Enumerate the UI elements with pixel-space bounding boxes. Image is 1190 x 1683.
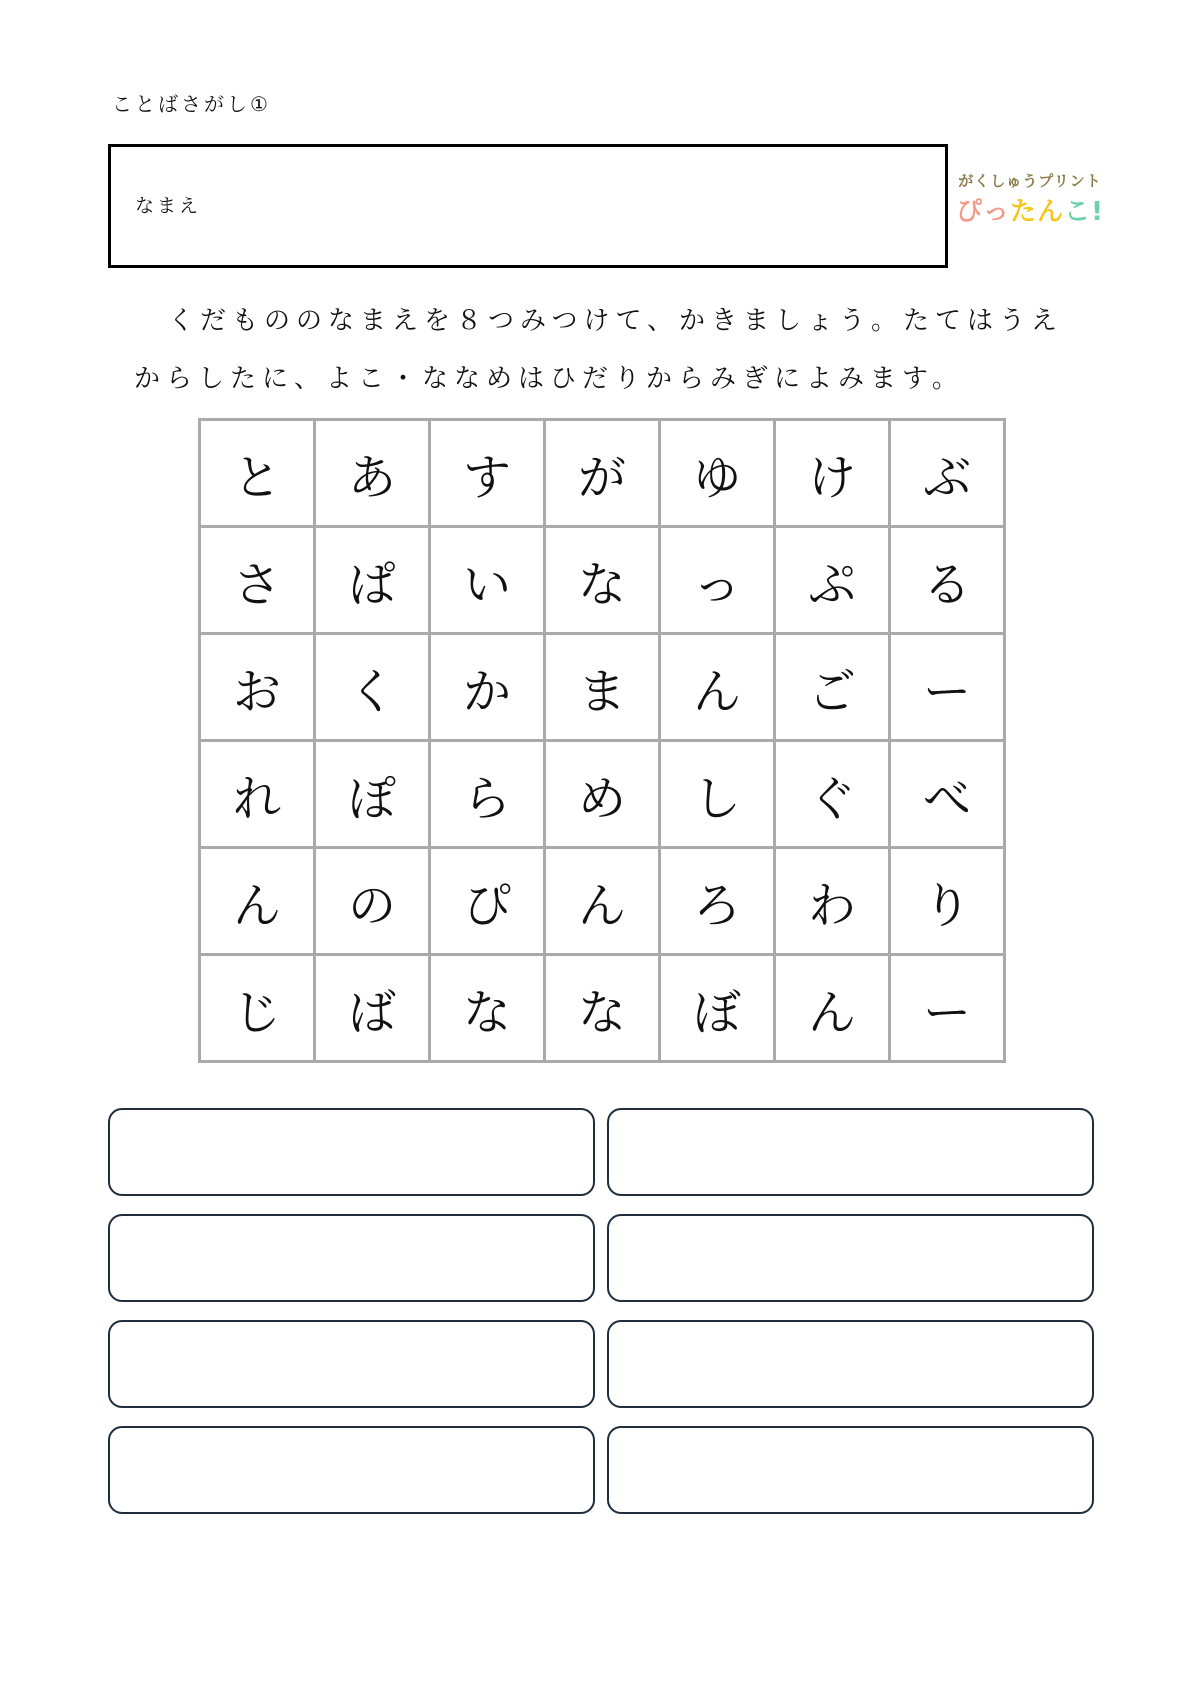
grid-cell[interactable]: ん (776, 956, 888, 1060)
grid-cell[interactable]: ま (546, 635, 658, 739)
instruction-line: からしたに、よこ・ななめはひだりからみぎによみます。 (134, 364, 964, 394)
grid-cell[interactable]: が (546, 421, 658, 525)
name-field[interactable] (108, 144, 948, 268)
grid-cell[interactable]: ん (661, 635, 773, 739)
logo-part: ぴっ (956, 197, 1011, 227)
grid-cell[interactable]: い (431, 528, 543, 632)
grid-cell[interactable]: れ (201, 742, 313, 846)
answer-boxes (108, 1108, 1094, 1514)
grid-cell[interactable]: な (546, 956, 658, 1060)
instruction-line: くだもののなまえを８つみつけて、かきましょう。たてはうえ (168, 306, 1063, 336)
grid-cell[interactable]: ー (891, 956, 1003, 1060)
grid-cell[interactable]: か (431, 635, 543, 739)
grid-cell[interactable]: ぱ (316, 528, 428, 632)
grid-cell[interactable]: ん (546, 849, 658, 953)
brand-logo (955, 170, 1105, 228)
name-label: なまえ (135, 195, 202, 217)
grid-cell[interactable]: ー (891, 635, 1003, 739)
grid-cell[interactable]: け (776, 421, 888, 525)
grid-cell[interactable]: ぴ (431, 849, 543, 953)
answer-box[interactable] (108, 1320, 595, 1408)
grid-cell[interactable]: ぷ (776, 528, 888, 632)
grid-cell[interactable]: ゆ (661, 421, 773, 525)
grid-cell[interactable]: お (201, 635, 313, 739)
grid-cell[interactable]: あ (316, 421, 428, 525)
word-search-grid (198, 418, 1006, 1063)
grid-cell[interactable]: ぶ (891, 421, 1003, 525)
grid-cell[interactable]: め (546, 742, 658, 846)
grid-cell[interactable]: ぽ (316, 742, 428, 846)
grid-cell[interactable]: り (891, 849, 1003, 953)
answer-box[interactable] (108, 1108, 595, 1196)
logo-title (955, 191, 1105, 228)
grid-cell[interactable]: ぼ (661, 956, 773, 1060)
answer-box[interactable] (607, 1426, 1094, 1514)
grid-cell[interactable]: の (316, 849, 428, 953)
logo-part: たん (1010, 197, 1065, 227)
grid-cell[interactable]: ろ (661, 849, 773, 953)
grid-cell[interactable]: ん (201, 849, 313, 953)
logo-part: こ! (1064, 197, 1104, 227)
worksheet-title: ことばさがし① (112, 92, 271, 116)
grid-cell[interactable]: な (546, 528, 658, 632)
grid-cell[interactable]: す (431, 421, 543, 525)
grid-cell[interactable]: さ (201, 528, 313, 632)
grid-cell[interactable]: わ (776, 849, 888, 953)
answer-box[interactable] (607, 1214, 1094, 1302)
grid-cell[interactable]: し (661, 742, 773, 846)
answer-box[interactable] (607, 1108, 1094, 1196)
grid-cell[interactable]: と (201, 421, 313, 525)
logo-subtitle: がくしゅうプリント (958, 172, 1102, 190)
grid-cell[interactable]: ご (776, 635, 888, 739)
grid-cell[interactable]: な (431, 956, 543, 1060)
grid-cell[interactable]: じ (201, 956, 313, 1060)
grid-cell[interactable]: べ (891, 742, 1003, 846)
grid-cell[interactable]: ば (316, 956, 428, 1060)
grid-cell[interactable]: く (316, 635, 428, 739)
instructions (134, 292, 1074, 408)
grid-cell[interactable]: っ (661, 528, 773, 632)
grid-cell[interactable]: ぐ (776, 742, 888, 846)
answer-box[interactable] (108, 1426, 595, 1514)
answer-box[interactable] (607, 1320, 1094, 1408)
answer-box[interactable] (108, 1214, 595, 1302)
grid-cell[interactable]: ら (431, 742, 543, 846)
grid-cell[interactable]: る (891, 528, 1003, 632)
